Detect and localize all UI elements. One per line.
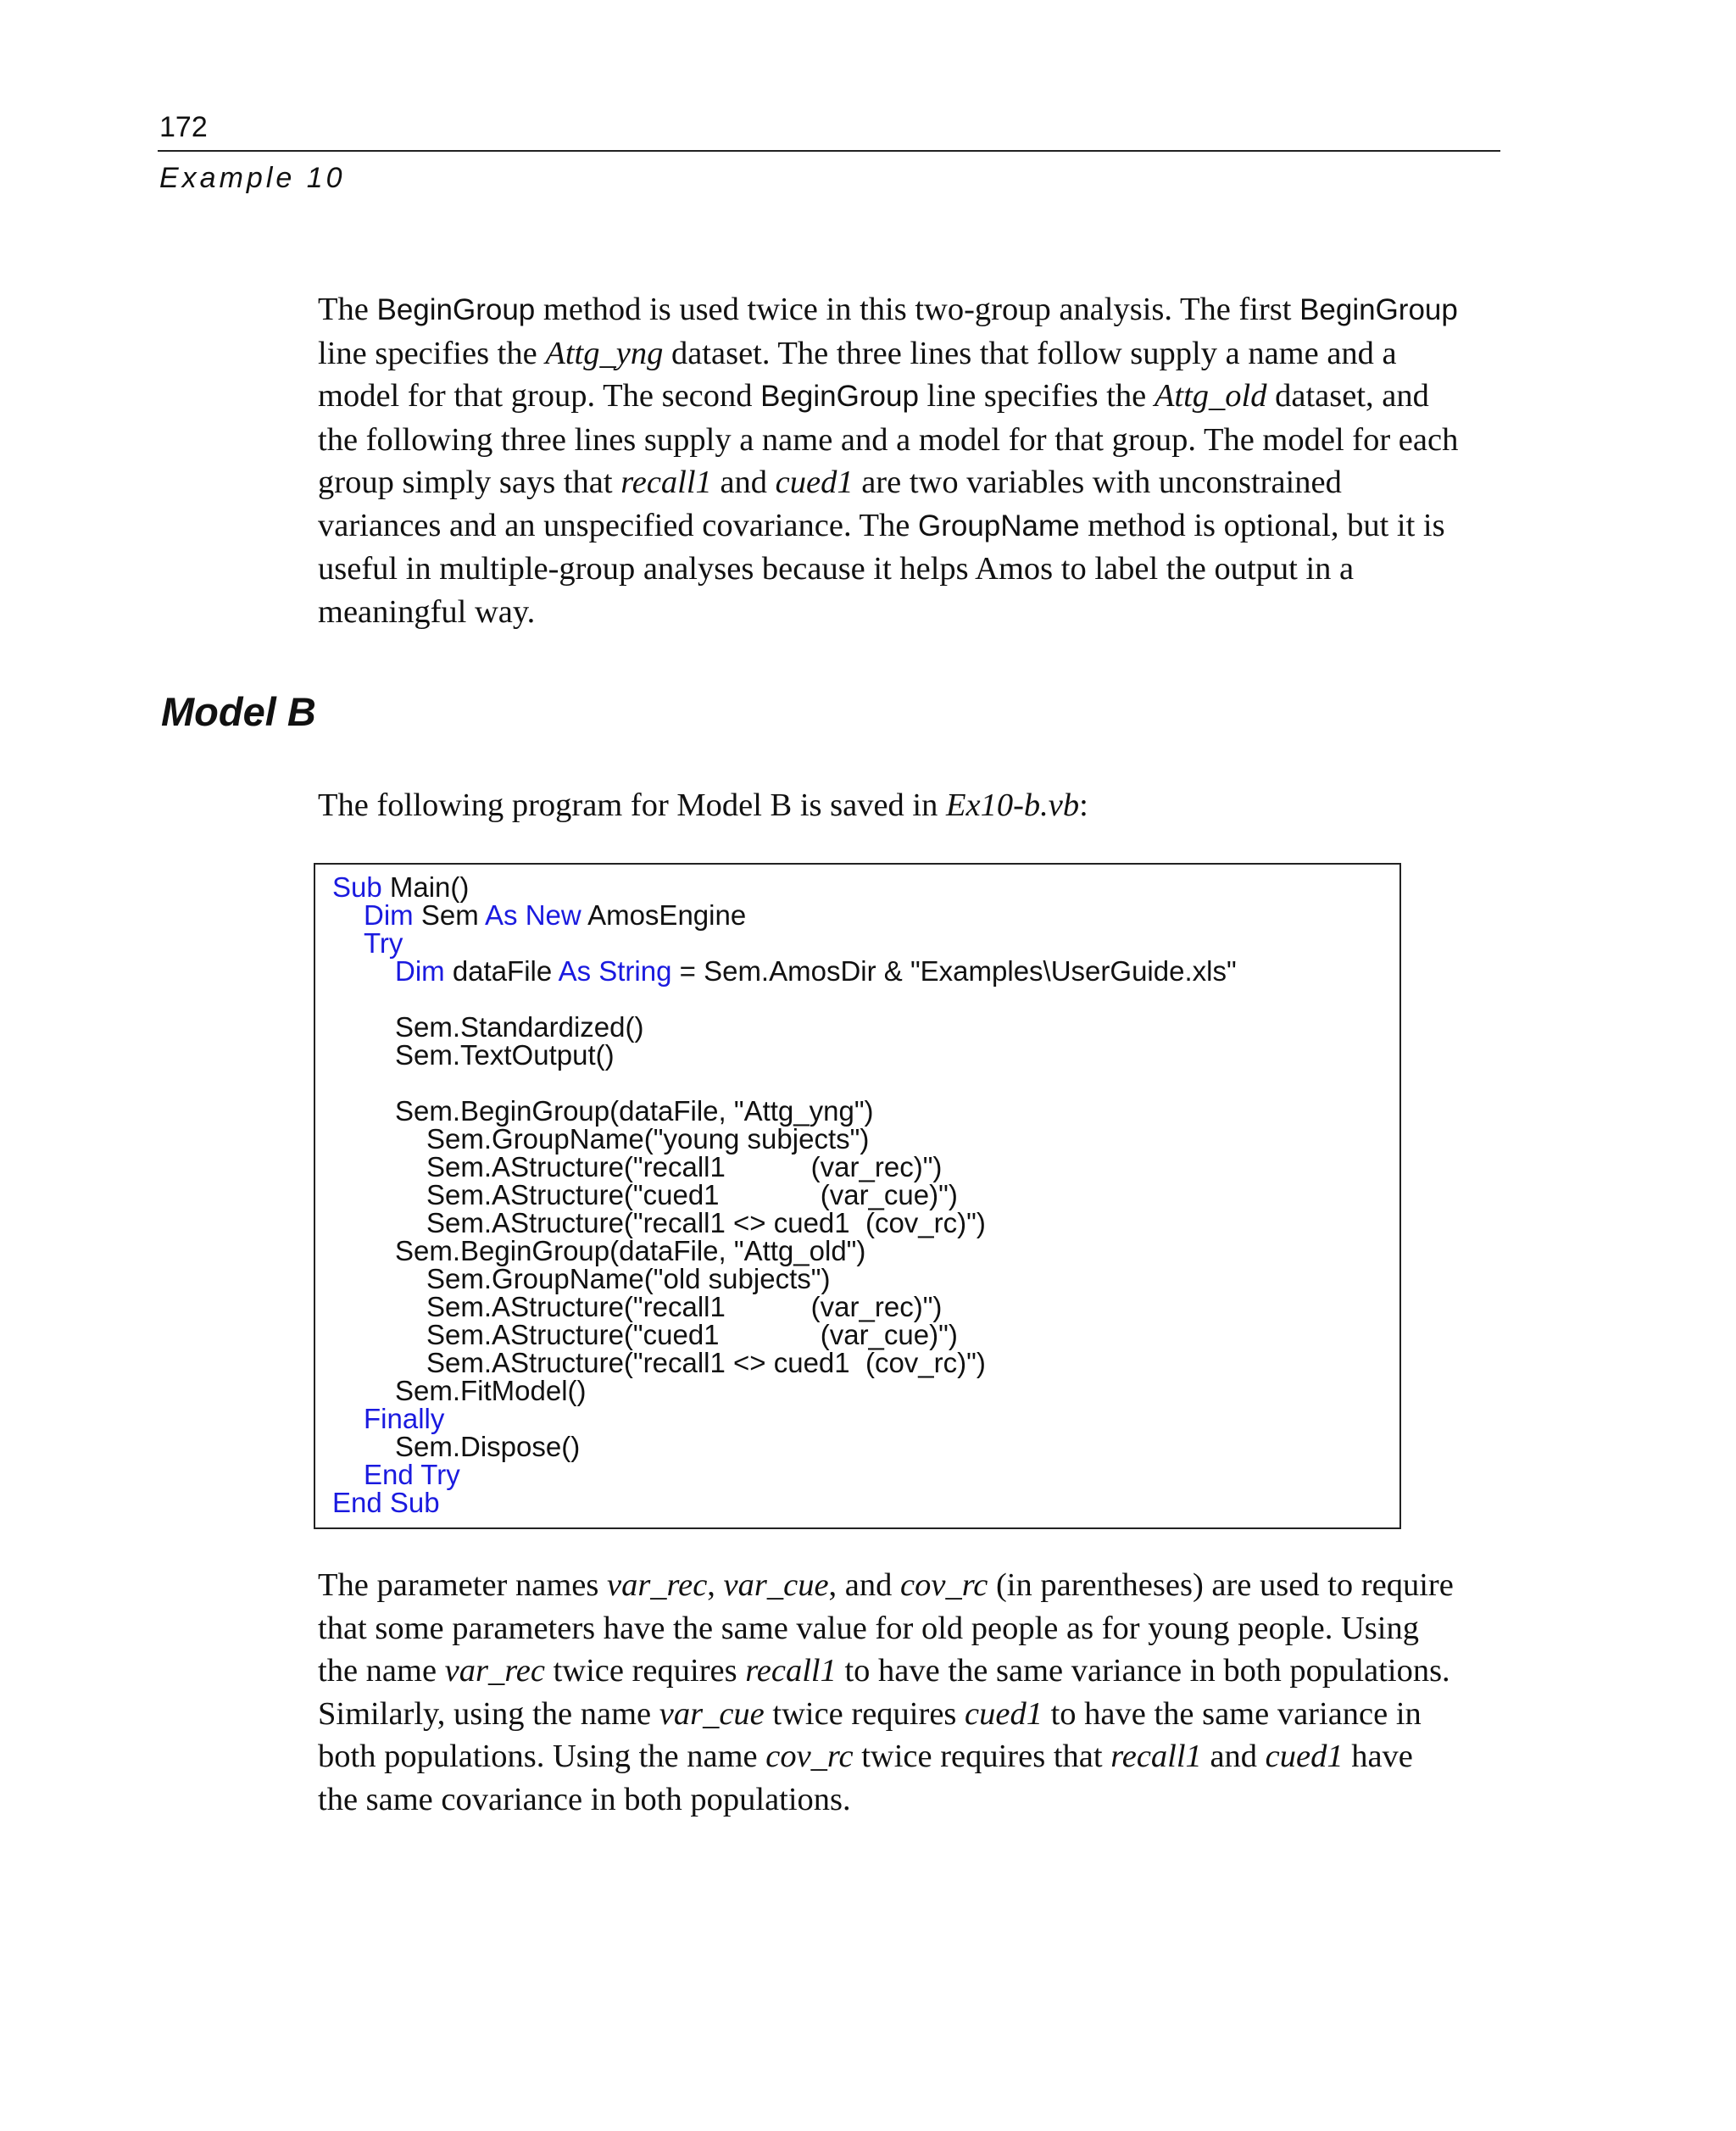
- code-keyword: As String: [558, 955, 672, 987]
- code-line: [332, 929, 1237, 957]
- text-run: twice requires: [544, 1653, 746, 1689]
- paragraph-line: meaningful way.: [318, 593, 536, 630]
- variable-name: cued1: [775, 465, 854, 500]
- text-run: and: [711, 465, 776, 500]
- paragraph-line: the following three lines supply a name and a model for that group. The model for each: [318, 421, 1459, 458]
- code-text: Main(): [381, 871, 470, 903]
- text-run: and: [1201, 1739, 1266, 1774]
- code-text: = Sem.AmosDir & "Examples\UserGuide.xls": [671, 955, 1237, 987]
- paragraph-line: [318, 504, 1505, 548]
- text-run: The following program for Model B is saved in: [318, 787, 946, 823]
- code-keyword: Dim: [364, 899, 414, 931]
- code-line: [332, 1461, 1237, 1488]
- code-term: BeginGroup: [376, 293, 536, 326]
- parameter-name: cov_rc: [900, 1567, 988, 1603]
- text-run: ,: [707, 1567, 724, 1603]
- variable-name: recall1: [1110, 1739, 1202, 1774]
- text-run: line specifies the: [918, 378, 1155, 414]
- paragraph-line: [318, 1735, 1505, 1778]
- paragraph-line: [318, 332, 1505, 376]
- code-body: [332, 873, 1237, 1516]
- code-keyword: End Try: [364, 1459, 460, 1490]
- code-blank-line: [332, 985, 1237, 1013]
- code-line: [332, 1488, 1237, 1516]
- paragraph-line: [318, 1693, 1505, 1736]
- text-run: model for that group. The second: [318, 378, 761, 414]
- code-text: AmosEngine: [581, 899, 747, 931]
- variable-name: cued1: [965, 1695, 1043, 1732]
- paragraph-line: that some parameters have the same value for old people as for young people. Using: [318, 1610, 1419, 1646]
- text-run: to have the same variance in: [1042, 1695, 1422, 1732]
- code-line: Sem.GroupName("young subjects"): [426, 1123, 870, 1155]
- code-line: Sem.AStructure("recall1 (var_rec)"): [426, 1151, 943, 1182]
- page-number: 172: [159, 111, 208, 143]
- paragraph-line: useful in multiple-group analyses because it helps Amos to label the output in a: [318, 551, 1355, 587]
- code-term: GroupName: [917, 509, 1080, 542]
- code-line: Sem.AStructure("cued1 (var_cue)"): [426, 1179, 958, 1210]
- text-run: have: [1343, 1739, 1413, 1774]
- code-line: Sem.AStructure("cued1 (var_cue)"): [426, 1319, 958, 1350]
- code-term: BeginGroup: [1299, 293, 1458, 326]
- parameter-name: var_cue: [723, 1567, 829, 1603]
- parameter-name: var_rec: [606, 1567, 708, 1603]
- dataset-name: Attg_yng: [545, 335, 664, 371]
- variable-name: recall1: [745, 1653, 837, 1689]
- paragraph-line: [318, 288, 1505, 332]
- code-text: Sem: [413, 899, 486, 931]
- paragraph-line: [318, 461, 1505, 504]
- variable-name: cued1: [1265, 1739, 1344, 1774]
- header-rule: [158, 150, 1500, 152]
- text-run: The: [318, 292, 377, 327]
- text-run: line specifies the: [318, 335, 546, 371]
- code-line: [332, 1405, 1237, 1433]
- code-line: Sem.Standardized(): [395, 1011, 644, 1043]
- code-blank-line: [332, 1069, 1237, 1097]
- paragraph-line: [318, 375, 1505, 419]
- text-run: The parameter names: [318, 1567, 607, 1603]
- section-heading: Model B: [161, 689, 316, 734]
- text-run: to have the same variance in both populations.: [836, 1653, 1450, 1689]
- code-listing: [314, 863, 1401, 1529]
- text-run: (in parentheses) are used to require: [988, 1567, 1454, 1603]
- text-run: Similarly, using the name: [318, 1695, 659, 1732]
- code-text: dataFile: [444, 955, 559, 987]
- text-run: dataset, and: [1266, 378, 1429, 414]
- paragraph-begin-group: [318, 288, 1505, 633]
- code-line: [332, 957, 1237, 985]
- code-line: Sem.TextOutput(): [395, 1039, 615, 1071]
- parameter-name: var_cue: [659, 1695, 765, 1732]
- code-line: Sem.AStructure("recall1 <> cued1 (cov_rc)"): [426, 1207, 986, 1238]
- code-keyword: Sub: [332, 871, 382, 903]
- paragraph-line: [318, 1564, 1505, 1607]
- text-run: , and: [828, 1567, 901, 1603]
- code-keyword: Finally: [364, 1403, 445, 1434]
- paragraph-line: [318, 1650, 1505, 1693]
- code-line: [332, 873, 1237, 901]
- code-keyword: As New: [485, 899, 581, 931]
- text-run: are two variables with unconstrained: [853, 465, 1342, 500]
- parameter-name: cov_rc: [765, 1739, 854, 1774]
- code-line: Sem.AStructure("recall1 (var_rec)"): [426, 1291, 943, 1322]
- paragraph-line: the same covariance in both populations.: [318, 1781, 851, 1817]
- dataset-name: Attg_old: [1154, 378, 1267, 414]
- code-keyword: End Sub: [332, 1487, 440, 1518]
- code-term: BeginGroup: [760, 380, 919, 413]
- variable-name: recall1: [620, 465, 712, 500]
- text-run: the name: [318, 1653, 445, 1689]
- code-keyword: Try: [364, 927, 403, 959]
- file-name: Ex10-b.vb: [946, 787, 1080, 823]
- text-run: twice requires that: [853, 1739, 1111, 1774]
- paragraph-line: [318, 784, 1505, 827]
- parameter-name: var_rec: [444, 1653, 545, 1689]
- text-run: twice requires: [764, 1695, 965, 1732]
- chapter-title: Example 10: [159, 162, 346, 194]
- code-line: Sem.AStructure("recall1 <> cued1 (cov_rc)"): [426, 1347, 986, 1378]
- code-line: [332, 901, 1237, 929]
- text-run: :: [1079, 787, 1088, 823]
- code-line: Sem.BeginGroup(dataFile, "Attg_yng"): [395, 1095, 874, 1127]
- text-run: dataset. The three lines that follow supply a name and a: [663, 335, 1397, 371]
- code-keyword: Dim: [395, 955, 445, 987]
- text-run: group simply says that: [318, 465, 621, 500]
- paragraph-program-intro: [318, 784, 1505, 827]
- code-line: Sem.BeginGroup(dataFile, "Attg_old"): [395, 1235, 866, 1266]
- paragraph-parameter-names: [318, 1564, 1505, 1821]
- text-run: method is used twice in this two-group analysis. The first: [535, 292, 1300, 327]
- text-run: both populations. Using the name: [318, 1739, 766, 1774]
- text-run: method is optional, but it is: [1079, 507, 1445, 543]
- code-line: Sem.FitModel(): [395, 1375, 587, 1406]
- text-run: variances and an unspecified covariance. The: [318, 507, 918, 543]
- code-line: Sem.GroupName("old subjects"): [426, 1263, 831, 1294]
- code-line: Sem.Dispose(): [395, 1431, 581, 1462]
